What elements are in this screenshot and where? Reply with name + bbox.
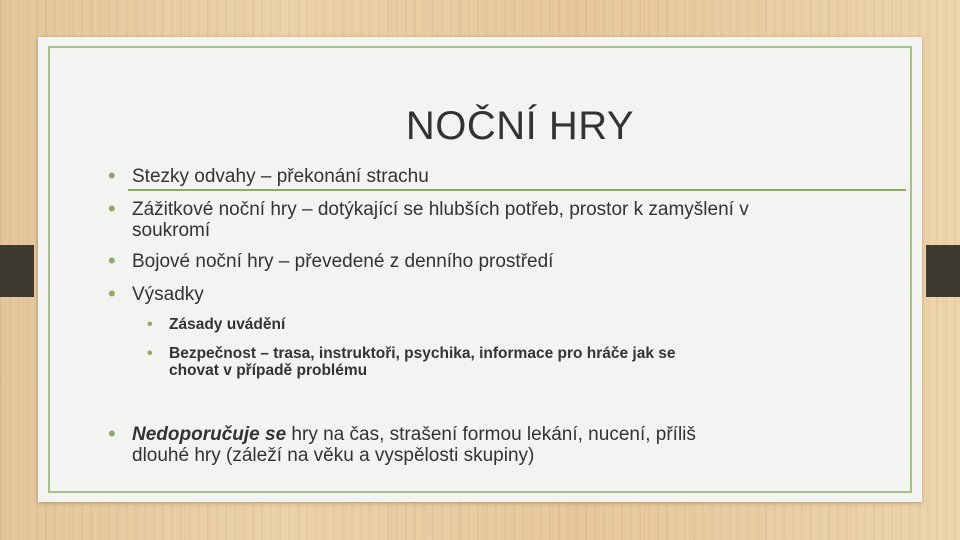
bullet-dot-icon: • (108, 248, 116, 273)
bullet-text-line: Zážitkové noční hry – dotýkající se hlubších potřeb, prostor k zamyšlení v (132, 199, 749, 220)
bullet-item (108, 248, 554, 273)
bullet-text: Bojové noční hry – převedené z denního prostředí (132, 251, 554, 272)
bullet-item (108, 163, 429, 188)
title-divider (128, 189, 906, 191)
bullet-text-line: soukromí (132, 220, 211, 241)
right-side-tab (926, 245, 960, 297)
bullet-text-line (132, 424, 696, 445)
bullet-dot-icon: • (147, 316, 153, 333)
bullet-dot-icon: • (108, 163, 116, 188)
slide-title: NOČNÍ HRY (405, 104, 635, 148)
bullet-dot-icon: • (108, 196, 116, 221)
bullet-item (108, 196, 749, 241)
sub-bullet-item (147, 316, 286, 333)
sub-bullet-text: Zásady uvádění (169, 316, 286, 333)
bullet-text: Výsadky (132, 284, 204, 305)
bullet-dot-icon: • (147, 345, 153, 362)
bullet-text-line: dlouhé hry (záleží na věku a vyspělosti skupiny) (132, 445, 535, 466)
bullet-item (108, 421, 696, 466)
bullet-dot-icon: • (108, 281, 116, 306)
sub-bullet-item (147, 345, 676, 379)
sub-bullet-text-line: chovat v případě problému (169, 362, 368, 379)
emphasis-text: Nedoporučuje se (132, 424, 287, 445)
bullet-item (108, 281, 204, 306)
bullet-text: Stezky odvahy – překonání strachu (132, 166, 429, 187)
left-side-tab (0, 245, 34, 297)
bullet-text: hry na čas, strašení formou lekání, nucení, příliš (286, 424, 696, 445)
bullet-dot-icon: • (108, 421, 116, 446)
sub-bullet-text-line: Bezpečnost – trasa, instruktoři, psychika, informace pro hráče jak se (169, 345, 676, 362)
